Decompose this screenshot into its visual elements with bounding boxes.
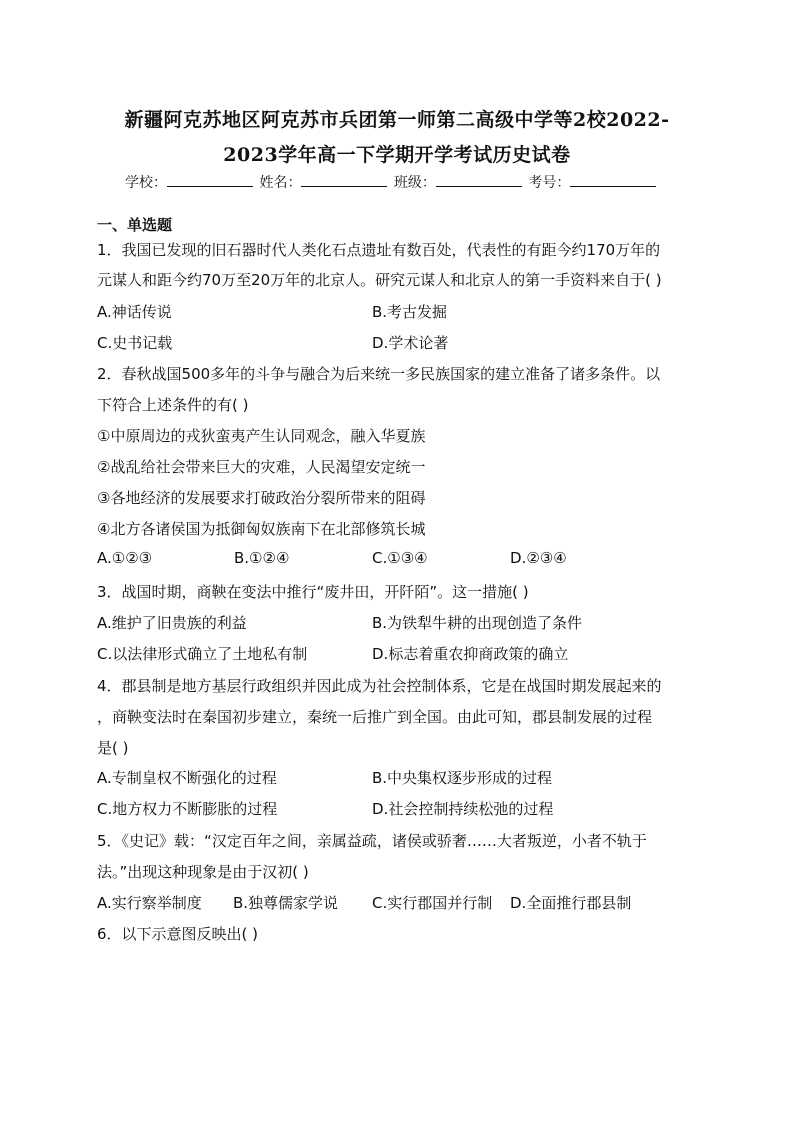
q2-stem-line: 2．春秋战国500多年的斗争与融合为后来统一多民族国家的建立准备了诸多条件。以 [97, 365, 661, 383]
q5-stem-line: 5．《史记》载：“汉定百年之间，亲属益疏，诸侯或骄奢……大者叛逆，小者不轨于 [97, 832, 647, 850]
class-blank[interactable] [436, 172, 522, 187]
class-label: 班级： [393, 175, 436, 191]
q3-option-b[interactable]: B.为铁犁牛耕的出现创造了条件 [372, 614, 583, 632]
q2-statement-2: ②战乱给社会带来巨大的灾难，人民渴望安定统一 [97, 458, 426, 476]
q4-stem-line: ，商鞅变法时在秦国初步建立，秦统一后推广到全国。由此可知，郡县制发展的过程 [97, 708, 653, 726]
q5-option-b[interactable]: B.独尊儒家学说 [233, 894, 339, 912]
q2-option-a[interactable]: A.①②③ [97, 549, 153, 567]
q2-option-b[interactable]: B.①②④ [234, 549, 290, 567]
q3-option-d[interactable]: D.标志着重农抑商政策的确立 [372, 645, 569, 663]
q4-option-a[interactable]: A.专制皇权不断强化的过程 [97, 769, 277, 787]
q1-stem-line: 1．我国已发现的旧石器时代人类化石点遗址有数百处，代表性的有距今约170万年的 [97, 241, 661, 259]
student-info-row [125, 172, 658, 192]
q3-option-a[interactable]: A.维护了旧贵族的利益 [97, 614, 247, 632]
exam-number-blank[interactable] [570, 172, 656, 187]
name-label: 姓名： [259, 175, 302, 191]
q1-option-b[interactable]: B.考古发掘 [372, 303, 448, 321]
exam-title-line-1: 新疆阿克苏地区阿克苏市兵团第一师第二高级中学等2校2022- [124, 109, 670, 131]
q5-stem-line: 法。”出现这种现象是由于汉初( ) [97, 863, 309, 881]
q3-stem-line: 3．战国时期，商鞅在变法中推行“废井田，开阡陌”。这一措施( ) [97, 583, 529, 601]
school-label: 学校： [125, 175, 167, 191]
q5-option-a[interactable]: A.实行察举制度 [97, 894, 202, 912]
school-blank[interactable] [167, 172, 253, 187]
exam-number-label: 考号： [528, 175, 571, 191]
q2-option-c[interactable]: C.①③④ [372, 549, 428, 567]
q5-option-d[interactable]: D.全面推行郡县制 [510, 894, 632, 912]
q1-option-c[interactable]: C.史书记载 [97, 334, 173, 352]
q5-option-c[interactable]: C.实行郡国并行制 [372, 894, 493, 912]
q4-stem-line: 4．郡县制是地方基层行政组织并因此成为社会控制体系，它是在战国时期发展起来的 [97, 677, 662, 695]
q4-option-c[interactable]: C.地方权力不断膨胀的过程 [97, 800, 278, 818]
q2-statement-3: ③各地经济的发展要求打破政治分裂所带来的阻碍 [97, 489, 426, 507]
section-title: 一、单选题 [97, 216, 173, 234]
q2-option-d[interactable]: D.②③④ [510, 549, 567, 567]
q3-option-c[interactable]: C.以法律形式确立了土地私有制 [97, 645, 308, 663]
q2-statement-1: ①中原周边的戎狄蛮夷产生认同观念，融入华夏族 [97, 427, 426, 445]
exam-title-line-2: 2023学年高一下学期开学考试历史试卷 [223, 144, 571, 166]
q2-statement-4: ④北方各诸侯国为抵御匈奴族南下在北部修筑长城 [97, 520, 426, 538]
q4-option-b[interactable]: B.中央集权逐步形成的过程 [372, 769, 553, 787]
q1-option-a[interactable]: A.神话传说 [97, 303, 172, 321]
q4-stem-line: 是( ) [97, 739, 129, 757]
q1-stem-line: 元谋人和距今约70万至20万年的北京人。研究元谋人和北京人的第一手资料来自于( ) [97, 271, 662, 289]
name-blank[interactable] [301, 172, 387, 187]
q1-option-d[interactable]: D.学术论著 [372, 334, 449, 352]
q2-stem-line: 下符合上述条件的有( ) [97, 396, 249, 414]
q6-stem-line: 6．以下示意图反映出( ) [97, 925, 259, 943]
q4-option-d[interactable]: D.社会控制持续松弛的过程 [372, 800, 554, 818]
